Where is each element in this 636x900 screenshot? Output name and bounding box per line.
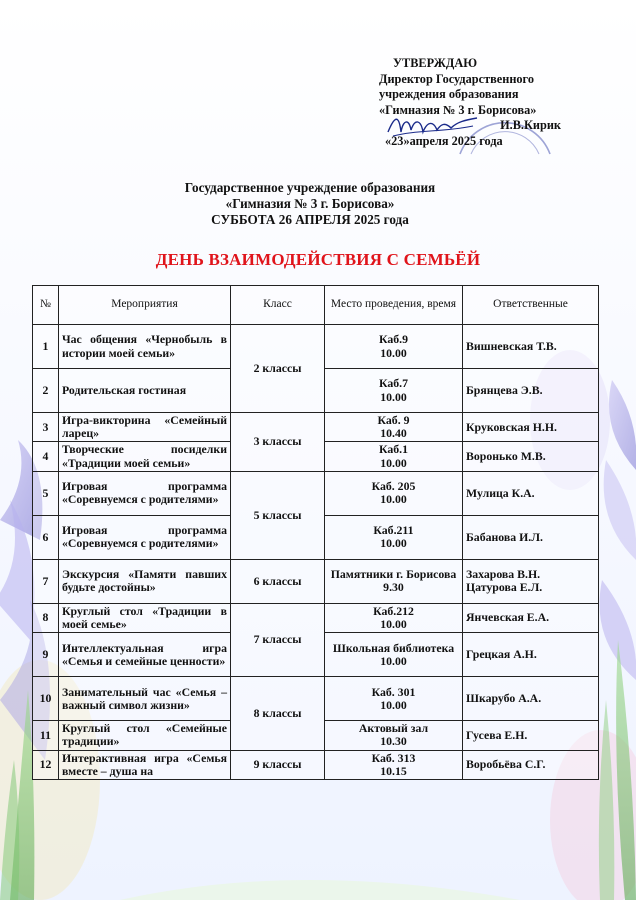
table-row [33,325,599,369]
gymnasium-name: «Гимназия № 3 г. Борисова» [225,196,395,211]
header-number: № [33,286,59,325]
organization-block [150,180,470,228]
place-time: Школьная библиотека 10.00 [325,633,463,677]
place-time: Актовый зал 10.30 [325,721,463,750]
organization-name: Государственное учреждение образования [184,180,436,195]
place-time: Каб.212 10.00 [325,603,463,632]
row-number: 8 [33,603,59,632]
approval-institution-line: учреждения образования [379,87,519,101]
row-number: 9 [33,633,59,677]
table-row [33,677,599,721]
table-row [33,603,599,632]
event-name: Экскурсия «Памяти павших будьте достойны» [59,559,231,603]
row-number: 6 [33,515,59,559]
place-time: Каб. 313 10.15 [325,750,463,779]
header-place: Место проведения, время [325,286,463,325]
place-time: Каб.211 10.00 [325,515,463,559]
header-event: Мероприятия [59,286,231,325]
row-number: 2 [33,369,59,413]
place-time: Каб. 205 10.00 [325,471,463,515]
event-name: Игра-викторина «Семейный ларец» [59,413,231,442]
event-name: Час общения «Чернобыль в истории моей семьи» [59,325,231,369]
row-number: 10 [33,677,59,721]
responsible: Вишневская Т.В. [463,325,599,369]
event-name: Круглый стол «Традиции в моей семье» [59,603,231,632]
approval-date: «23»апреля 2025 года [385,133,503,148]
event-name: Творческие посиделки «Традиции моей семьи» [59,442,231,471]
document-title: ДЕНЬ ВЗАИМОДЕЙСТВИЯ С СЕМЬЁЙ [155,250,481,269]
responsible: Бабанова И.Л. [463,515,599,559]
responsible: Брянцева Э.В. [463,369,599,413]
approval-gymnasium-line: «Гимназия № 3 г. Борисова» [379,102,537,117]
responsible: Воронько М.В. [463,442,599,471]
grade-cell: 6 классы [231,559,325,603]
place-time: Каб. 9 10.40 [325,413,463,442]
row-number: 5 [33,471,59,515]
events-table [32,285,599,780]
row-number: 7 [33,559,59,603]
grade-cell: 8 классы [231,677,325,750]
responsible: Янчевская Е.А. [463,603,599,632]
table-row [33,559,599,603]
responsible: Мулица К.А. [463,471,599,515]
table-row [33,413,599,442]
approval-heading: УТВЕРЖДАЮ [393,56,478,70]
event-name: Интеллектуальная игра «Семья и семейные ценности» [59,633,231,677]
grade-cell: 9 классы [231,750,325,779]
header-responsible: Ответственные [463,286,599,325]
row-number: 11 [33,721,59,750]
place-time: Каб.7 10.00 [325,369,463,413]
responsible: Шкарубо А.А. [463,677,599,721]
responsible: Круковская Н.Н. [463,413,599,442]
grade-cell: 5 классы [231,471,325,559]
header-grade: Класс [231,286,325,325]
table-header-row [33,286,599,325]
grade-cell: 7 классы [231,603,325,676]
row-number: 4 [33,442,59,471]
responsible: Воробьёва С.Г. [463,750,599,779]
director-signature [385,110,480,142]
event-name: Интерактивная игра «Семья вместе – душа на [59,750,231,779]
responsible: Грецкая А.Н. [463,633,599,677]
event-name: Родительская гостиная [59,369,231,413]
event-name: Игровая программа «Соревнуемся с родителями» [59,515,231,559]
approval-director-name: И.В.Кирик [500,118,561,132]
grade-cell: 2 классы [231,325,325,413]
row-number: 3 [33,413,59,442]
event-name: Круглый стол «Семейные традиции» [59,721,231,750]
responsible: Гусева Е.Н. [463,721,599,750]
event-name: Занимательный час «Семья – важный символ жизни» [59,677,231,721]
table-row [33,750,599,779]
approval-director-line: Директор Государственного [379,71,534,86]
place-time: Каб.1 10.00 [325,442,463,471]
row-number: 12 [33,750,59,779]
place-time: Памятники г. Борисова 9.30 [325,559,463,603]
event-name: Игровая программа «Соревнуемся с родителями» [59,471,231,515]
table-body [33,325,599,780]
place-time: Каб.9 10.00 [325,325,463,369]
row-number: 1 [33,325,59,369]
table-row [33,471,599,515]
place-time: Каб. 301 10.00 [325,677,463,721]
grade-cell: 3 классы [231,413,325,472]
responsible: Захарова В.Н. Цатурова Е.Л. [463,559,599,603]
event-date: СУББОТА 26 АПРЕЛЯ 2025 года [211,212,409,227]
